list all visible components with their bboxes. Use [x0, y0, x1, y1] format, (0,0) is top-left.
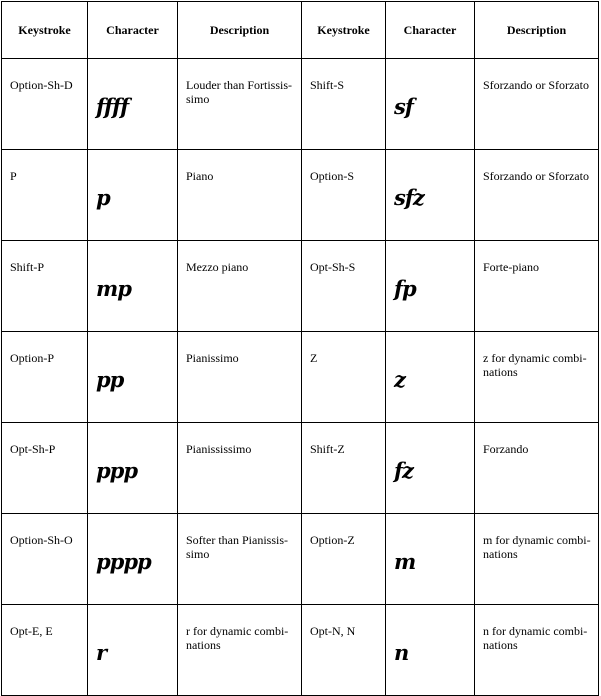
keystroke-cell: Opt-N, N: [302, 605, 386, 696]
description-cell: Softer than Pianissis-simo: [178, 514, 302, 605]
keystroke-cell: Option-Sh-O: [2, 514, 88, 605]
description-cell: Piano: [178, 150, 302, 241]
table-row: [2, 514, 599, 605]
header-character: Character: [88, 2, 178, 59]
dynamic-character-cell: r: [88, 605, 178, 696]
description-cell: Pianississimo: [178, 423, 302, 514]
keystroke-cell: Option-P: [2, 332, 88, 423]
description-cell: m for dynamic combi-nations: [475, 514, 599, 605]
dynamic-character-cell: n: [386, 605, 475, 696]
table-row: [2, 150, 599, 241]
table-row: [2, 605, 599, 696]
keystroke-cell: Shift-Z: [302, 423, 386, 514]
table-row: [2, 241, 599, 332]
dynamic-character-cell: sfz: [386, 150, 475, 241]
keystroke-cell: P: [2, 150, 88, 241]
keystroke-cell: Shift-S: [302, 59, 386, 150]
header-description: Description: [475, 2, 599, 59]
dynamic-character-cell: ffff: [88, 59, 178, 150]
keystroke-cell: Z: [302, 332, 386, 423]
dynamic-character-cell: mp: [88, 241, 178, 332]
description-cell: Louder than Fortissis-simo: [178, 59, 302, 150]
header-keystroke: Keystroke: [2, 2, 88, 59]
dynamic-character-cell: ppp: [88, 423, 178, 514]
description-cell: Sforzando or Sforzato: [475, 59, 599, 150]
dynamic-character-cell: p: [88, 150, 178, 241]
table-row: [2, 332, 599, 423]
description-cell: Forte-piano: [475, 241, 599, 332]
header-keystroke: Keystroke: [302, 2, 386, 59]
dynamic-character-cell: pppp: [88, 514, 178, 605]
keystroke-cell: Opt-Sh-S: [302, 241, 386, 332]
keystroke-cell: Shift-P: [2, 241, 88, 332]
table-row: [2, 59, 599, 150]
description-cell: z for dynamic combi-nations: [475, 332, 599, 423]
dynamic-character-cell: m: [386, 514, 475, 605]
dynamic-character-cell: fz: [386, 423, 475, 514]
header-character: Character: [386, 2, 475, 59]
keystroke-cell: Opt-Sh-P: [2, 423, 88, 514]
keystroke-cell: Option-Z: [302, 514, 386, 605]
dynamic-character-cell: z: [386, 332, 475, 423]
header-description: Description: [178, 2, 302, 59]
keystroke-cell: Option-S: [302, 150, 386, 241]
description-cell: Sforzando or Sforzato: [475, 150, 599, 241]
keystroke-cell: Opt-E, E: [2, 605, 88, 696]
keystroke-table: [1, 1, 599, 696]
dynamic-character-cell: fp: [386, 241, 475, 332]
dynamic-character-cell: pp: [88, 332, 178, 423]
description-cell: n for dynamic combi-nations: [475, 605, 599, 696]
header-row: [2, 2, 599, 59]
description-cell: Mezzo piano: [178, 241, 302, 332]
table-row: [2, 423, 599, 514]
description-cell: Forzando: [475, 423, 599, 514]
description-cell: Pianissimo: [178, 332, 302, 423]
dynamic-character-cell: sf: [386, 59, 475, 150]
description-cell: r for dynamic combi-nations: [178, 605, 302, 696]
keystroke-cell: Option-Sh-D: [2, 59, 88, 150]
